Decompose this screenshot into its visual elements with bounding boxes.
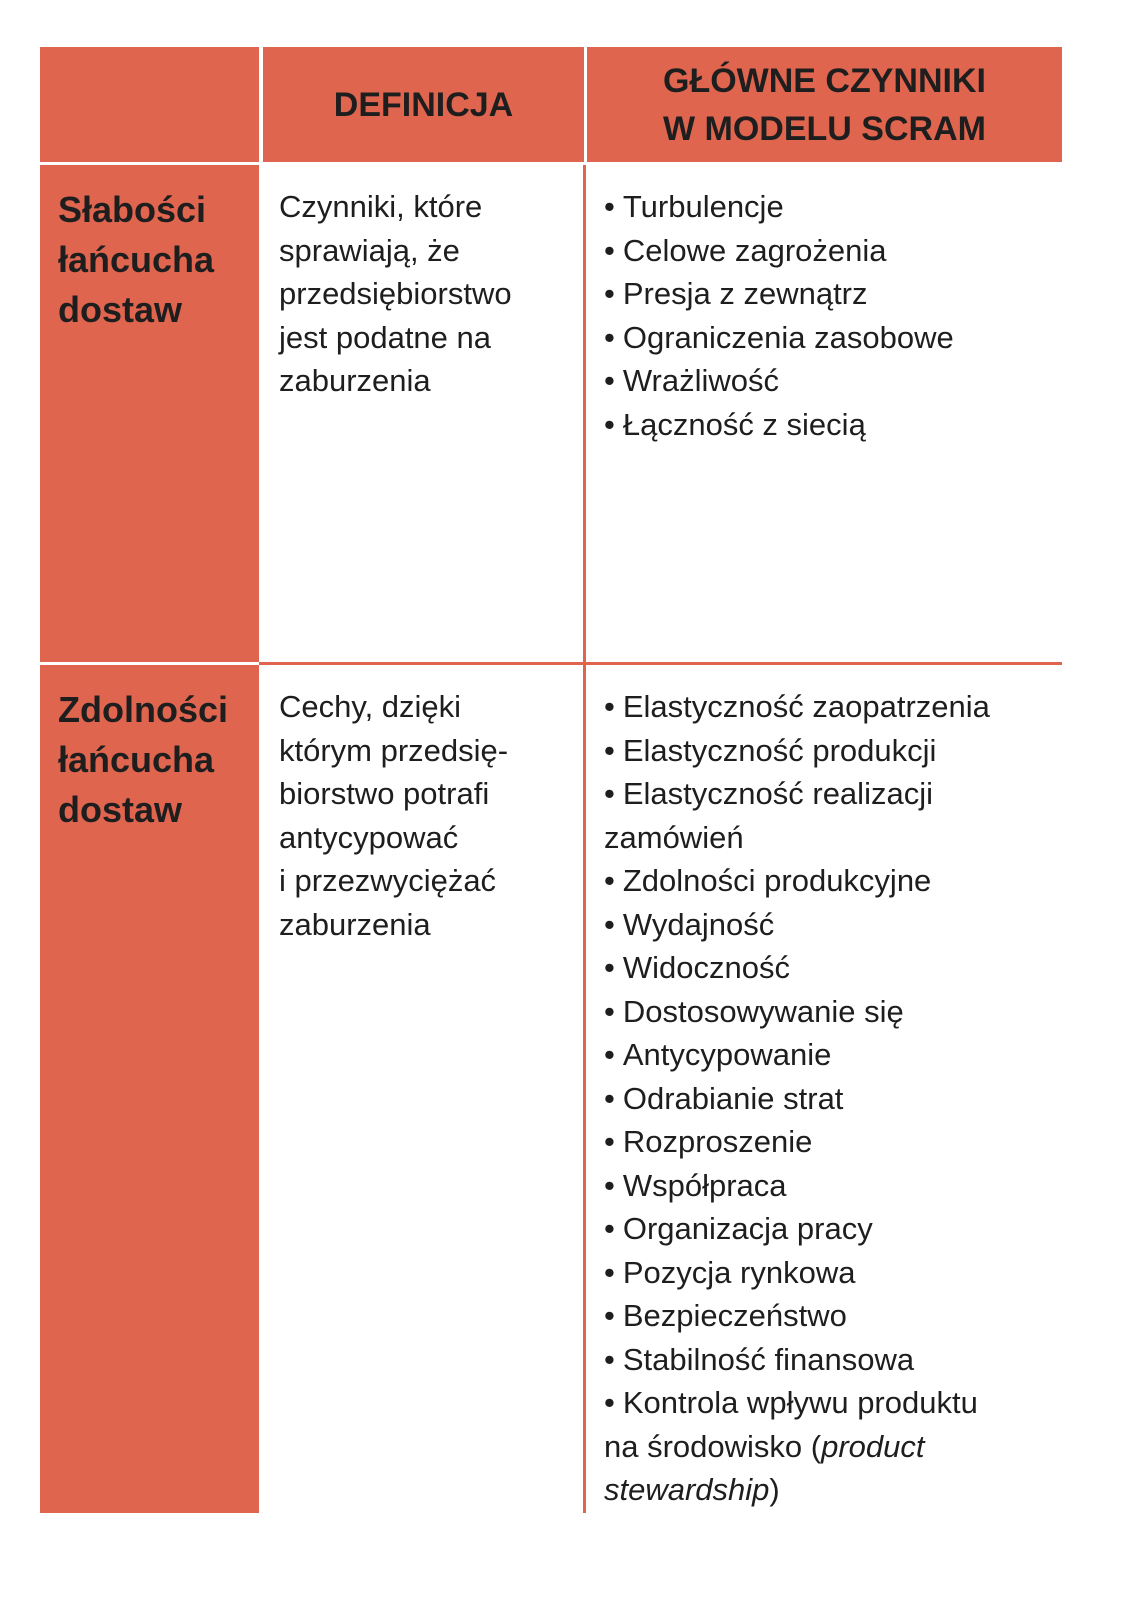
factor-item: • Presja z zewnątrz — [604, 276, 868, 311]
header-empty-cell — [40, 47, 259, 162]
definition-capabilities-line: zaburzenia — [279, 906, 431, 942]
factor-item: • Ograniczenia zasobowe — [604, 319, 954, 355]
factor-item: • Zdolności produkcyjne — [604, 863, 932, 898]
factor-item-continuation: zamówień — [604, 819, 744, 855]
divider-horizontal-rows — [259, 662, 1062, 665]
row-head-capabilities-line-3: dostaw — [58, 789, 183, 830]
factor-item: • Odrabianie strat — [604, 1080, 844, 1116]
divider-header-right — [584, 47, 587, 165]
definition-weaknesses-line: zaburzenia — [279, 363, 431, 398]
factor-item: • Kontrola wpływu produktu — [604, 1385, 978, 1420]
definition-capabilities-line: którym przedsię- — [279, 732, 509, 768]
row-head-weaknesses-line-1: Słabości — [58, 189, 207, 230]
header-definition — [263, 47, 584, 162]
factor-item: • Turbulencje — [604, 189, 784, 224]
header-factors-line-2: W MODELU SCRAM — [663, 109, 986, 148]
factor-item: • Organizacja pracy — [604, 1211, 873, 1246]
row-head-capabilities-line-2: łańcucha — [58, 739, 215, 780]
factor-item: • Łączność z siecią — [604, 406, 866, 442]
definition-capabilities-line: i przezwyciężać — [279, 863, 497, 898]
factors-weaknesses — [587, 165, 1062, 662]
factor-item: • Antycypowanie — [604, 1037, 832, 1072]
definition-weaknesses-line: przedsiębiorstwo — [279, 276, 512, 311]
divider-header-left — [259, 47, 263, 165]
definition-capabilities — [261, 665, 584, 1513]
definition-capabilities-line: antycypować — [279, 819, 459, 855]
row-head-weaknesses-line-3: dostaw — [58, 289, 183, 330]
factor-item-continuation: na środowisko (product — [604, 1428, 925, 1464]
scram-table — [40, 47, 1062, 1513]
factor-item: • Stabilność finansowa — [604, 1341, 915, 1377]
factors-capabilities — [587, 665, 1062, 1513]
divider-vertical-factors — [583, 162, 586, 1513]
factor-item: • Elastyczność zaopatrzenia — [604, 689, 990, 724]
definition-capabilities-line: Cechy, dzięki — [279, 689, 462, 724]
definition-weaknesses-line: Czynniki, które — [279, 189, 483, 224]
row-head-capabilities — [40, 665, 259, 1513]
definition-capabilities-line: biorstwo potrafi — [279, 776, 490, 811]
row-head-weaknesses-line-2: łańcucha — [58, 239, 215, 280]
factor-item: • Bezpieczeństwo — [604, 1298, 847, 1333]
row-head-capabilities-line-1: Zdolności — [58, 689, 228, 730]
header-factors-line-1: GŁÓWNE CZYNNIKI — [663, 61, 986, 100]
factor-item: • Współpraca — [604, 1167, 787, 1203]
factor-item: • Widoczność — [604, 950, 790, 985]
divider-header-bottom — [40, 162, 1062, 165]
factor-item: • Pozycja rynkowa — [604, 1254, 856, 1290]
definition-weaknesses-line: sprawiają, że — [279, 232, 460, 268]
factor-item: • Dostosowywanie się — [604, 993, 904, 1029]
factor-item: • Wydajność — [604, 906, 775, 942]
row-head-weaknesses — [40, 165, 259, 662]
factor-item: • Wrażliwość — [604, 363, 780, 398]
factor-item: • Elastyczność realizacji — [604, 776, 933, 811]
factor-item: • Celowe zagrożenia — [604, 232, 887, 268]
header-factors — [587, 47, 1062, 162]
divider-rowhead-gap — [40, 662, 259, 665]
factor-item-continuation: stewardship) — [604, 1472, 780, 1507]
definition-weaknesses-line: jest podatne na — [279, 319, 492, 355]
header-definition-label: DEFINICJA — [333, 85, 514, 124]
factor-item: • Elastyczność produkcji — [604, 732, 937, 768]
definition-weaknesses — [261, 165, 584, 662]
factor-item: • Rozproszenie — [604, 1124, 813, 1159]
